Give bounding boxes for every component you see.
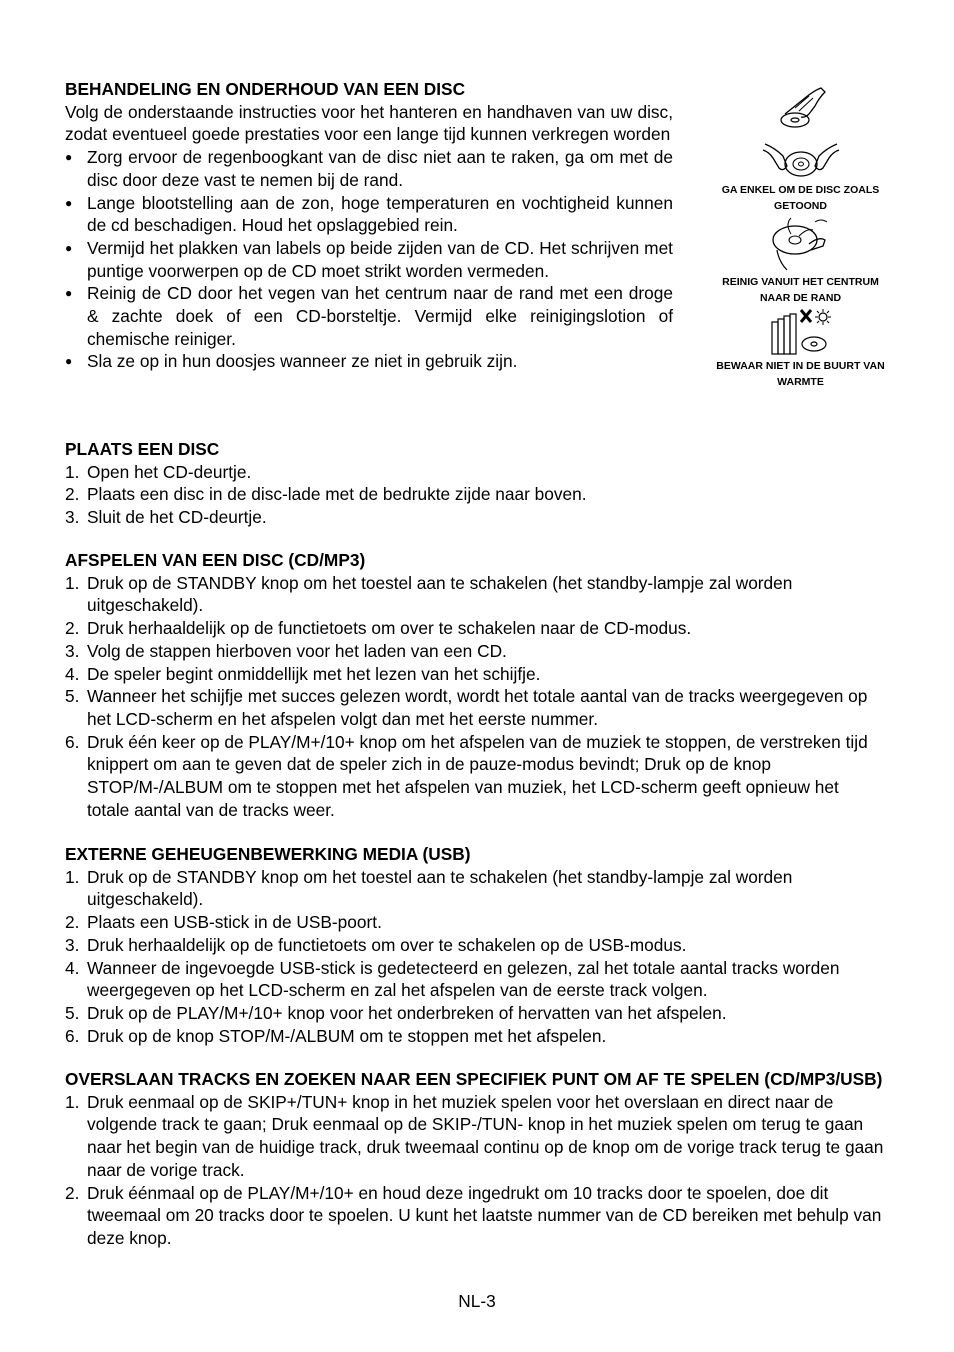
list-item: 2. Druk herhaaldelijk op de functietoets om over te schakelen naar de CD-modus. — [65, 618, 692, 639]
section-insert-disc — [65, 438, 885, 529]
section-skip-search — [65, 1068, 885, 1250]
list-item: 3. Volg de stappen hierboven voor het laden van een CD. — [65, 640, 507, 661]
cleaning-disc-icon — [761, 214, 841, 274]
no-heat-disc-icon — [766, 306, 836, 358]
list-item: ● Vermijd het plakken van labels op beide zijden van de CD. Het schrijven met puntige voorwerpen op de CD moet strikt worden vermeden. — [65, 237, 673, 282]
list-item: 3. Druk herhaaldelijk op de functietoets om over te schakelen op de USB-modus. — [65, 934, 687, 955]
numbered-list — [65, 461, 885, 529]
section-usb — [65, 843, 885, 1047]
figure-hand-disc — [708, 84, 893, 132]
section-title: OVERSLAAN TRACKS EN ZOEKEN NAAR EEN SPECIFIEK PUNT OM AF TE SPELEN (CD/MP3/USB) — [65, 1069, 883, 1089]
list-item: 1. Druk op de STANDBY knop om het toestel aan te schakelen (het standby-lampje zal worden uitgeschakeld). — [65, 572, 793, 616]
list-item: 5. Wanneer het schijfje met succes gelezen wordt, wordt het totale aantal van de tracks weergegeven op het LCD-scherm en het afspelen volgt dan met het eerste nummer. — [65, 686, 868, 729]
list-item: ● Lange blootstelling aan de zon, hoge temperaturen en vochtigheid kunnen de cd beschadigen. Houd het opslaggebied rein. — [65, 192, 673, 237]
figure-clean-disc — [708, 214, 893, 306]
section-play-disc — [65, 549, 885, 821]
list-item: ● Reinig de CD door het vegen van het centrum naar de rand met een droge & zachte doek of een CD-borsteltje. Vermijd elke reinigingslotion of chemische reiniger. — [65, 282, 673, 350]
figure-caption: GA ENKEL OM DE DISC ZOALS GETOOND — [721, 184, 880, 212]
section-title: PLAATS EEN DISC — [65, 439, 220, 459]
numbered-list — [65, 1091, 885, 1250]
list-item: 1. Open het CD-deurtje. — [65, 461, 252, 482]
numbered-list — [65, 866, 885, 1048]
list-item: 1. Druk eenmaal op de SKIP+/TUN+ knop in het muziek spelen voor het overslaan en direct naar de volgende track te gaan; Druk eenmaal op de SKIP-/TUN- knop in het muziek spelen om terug te gaan naar het begin van de huidige track, druk tweemaal continu op de knop om de vorige track terug te gaan naar de vorige track. — [65, 1091, 884, 1180]
list-item: 3. Sluit de het CD-deurtje. — [65, 507, 267, 528]
list-item: 5. Druk op de PLAY/M+/10+ knop voor het onderbreken of hervatten van het afspelen. — [65, 1002, 727, 1023]
figure-caption: BEWAAR NIET IN DE BUURT VAN WARMTE — [716, 360, 885, 388]
figure-hands-edges — [708, 138, 893, 214]
section-intro: Volg de onderstaande instructies voor het hanteren en handhaven van uw disc, zodat eventueel goede prestaties voor een lange tijd kunnen verkregen worden — [65, 101, 673, 145]
list-item: 4. Wanneer de ingevoegde USB-stick is gedetecteerd en gelezen, zal het totale aantal tracks worden weergegeven op het LCD-scherm en zal het afspelen van de eerste track volgen. — [65, 957, 840, 1001]
list-item: ● Sla ze op in hun doosjes wanneer ze niet in gebruik zijn. — [65, 350, 673, 373]
list-item: 6. Druk op de knop STOP/M-/ALBUM om te stoppen met het afspelen. — [65, 1025, 607, 1046]
list-item: 2. Plaats een disc in de disc-lade met de bedrukte zijde naar boven. — [65, 484, 587, 505]
section-title: EXTERNE GEHEUGENBEWERKING MEDIA (USB) — [65, 844, 471, 864]
list-item: ● Zorg ervoor de regenboogkant van de disc niet aan te raken, ga om met de disc door deze vast te nemen bij de rand. — [65, 146, 673, 191]
list-item: 6. Druk één keer op de PLAY/M+/10+ knop om het afspelen van de muziek te stoppen, de verstreken tijd knippert om aan te geven dat de speler zich in de pauze-modus bevindt; Druk op de knop STOP/M-/ALBUM om te stoppen met het afspelen van muziek, het LCD-scherm geeft opnieuw het totale aantal van de tracks weer. — [65, 731, 868, 820]
list-item: 1. Druk op de STANDBY knop om het toestel aan te schakelen (het standby-lampje zal worden uitgeschakeld). — [65, 866, 793, 910]
section-title: BEHANDELING EN ONDERHOUD VAN EEN DISC — [65, 79, 466, 99]
figure-no-heat — [708, 306, 893, 390]
page-number: NL-3 — [458, 1291, 496, 1311]
bullet-list — [65, 146, 673, 373]
hand-holding-disc-icon — [771, 84, 831, 132]
figure-caption: REINIG VANUIT HET CENTRUM NAAR DE RAND — [722, 276, 879, 304]
list-item: 4. De speler begint onmiddellijk met het lezen van het schijfje. — [65, 663, 541, 684]
section-disc-care — [65, 78, 673, 373]
list-item: 2. Druk éénmaal op de PLAY/M+/10+ en houd deze ingedrukt om 10 tracks door te spoelen, doe dit tweemaal om 20 tracks door te spoelen. U kunt het laatste nummer van de CD bereiken met behulp van deze knop. — [65, 1182, 882, 1248]
hands-holding-disc-edges-icon — [761, 138, 841, 182]
list-item: 2. Plaats een USB-stick in de USB-poort. — [65, 912, 382, 933]
numbered-list — [65, 572, 885, 822]
section-title: AFSPELEN VAN EEN DISC (CD/MP3) — [65, 550, 366, 570]
